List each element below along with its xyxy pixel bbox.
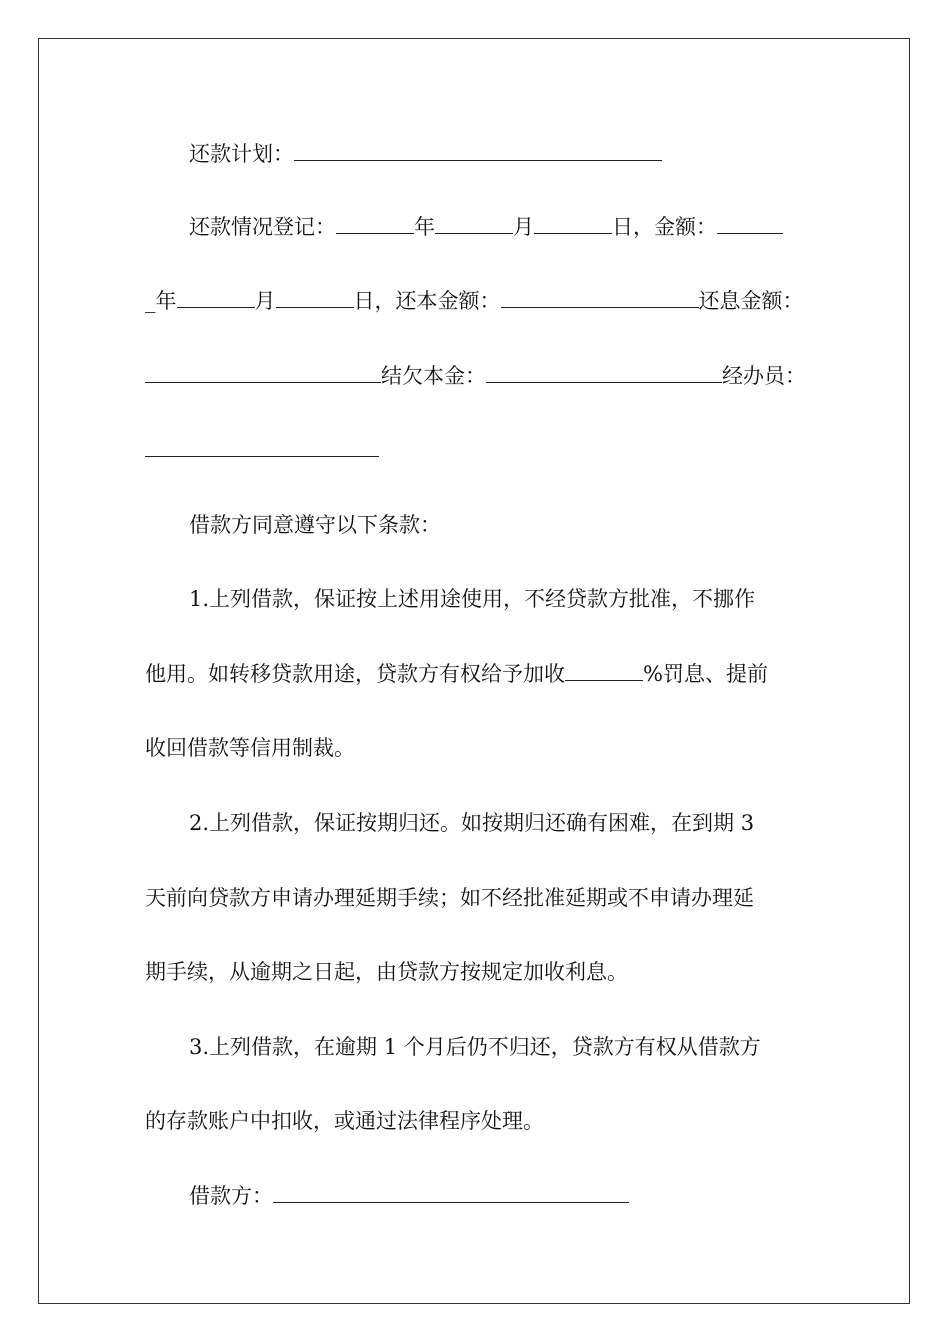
clause-2-line-2: 天前向贷款方申请办理延期手续；如不经批准延期或不申请办理延 — [145, 886, 754, 910]
clause-1-line-2 — [145, 660, 805, 688]
record-day-blank[interactable] — [534, 213, 612, 234]
handler-label: 经办员： — [722, 364, 806, 388]
clause-1-line-2-post: %罚息、提前 — [643, 662, 768, 686]
principal-returned-blank[interactable] — [501, 287, 699, 308]
month-label: 月 — [513, 215, 534, 239]
amount-label: 金额： — [654, 215, 717, 239]
amount-blank[interactable] — [717, 213, 783, 234]
day-blank-2[interactable] — [276, 287, 354, 308]
year-label: 年 — [414, 215, 435, 239]
borrower-blank[interactable] — [273, 1182, 629, 1203]
penalty-rate-blank[interactable] — [565, 660, 643, 681]
day-label-2: 日， — [353, 289, 396, 313]
clause-1-line-2-pre: 他用。如转移贷款用途，贷款方有权给予加收 — [145, 662, 565, 686]
repayment-plan-line — [145, 140, 849, 168]
principal-returned-label: 还本金额： — [395, 289, 501, 313]
outstanding-principal-label: 结欠本金： — [381, 364, 486, 388]
repayment-record-line-2 — [145, 287, 805, 315]
repayment-record-label: 还款情况登记： — [189, 215, 336, 239]
repayment-record-line-3 — [145, 362, 805, 390]
outstanding-principal-blank[interactable] — [486, 362, 722, 383]
interest-returned-label: 还息金额： — [698, 289, 804, 313]
handler-line — [145, 436, 805, 464]
repayment-record-line — [145, 213, 849, 241]
day-label: 日， — [612, 215, 654, 239]
borrower-line — [145, 1182, 849, 1210]
clause-3-line-1: 3.上列借款，在逾期 1 个月后仍不归还，贷款方有权从借款方 — [189, 1035, 761, 1059]
year-prefix: _年 — [145, 289, 177, 313]
clause-1-line-3: 收回借款等信用制裁。 — [145, 736, 355, 760]
record-month-blank[interactable] — [435, 213, 513, 234]
repayment-plan-label: 还款计划： — [189, 142, 294, 166]
month-label-2: 月 — [254, 289, 276, 313]
month-blank-2[interactable] — [177, 287, 255, 308]
handler-blank[interactable] — [145, 436, 379, 457]
repayment-plan-blank[interactable] — [294, 140, 662, 161]
clause-2-line-1: 2.上列借款，保证按期归还。如按期归还确有困难，在到期 3 — [189, 811, 755, 835]
clause-2-line-3: 期手续，从逾期之日起，由贷款方按规定加收利息。 — [145, 960, 628, 984]
terms-intro: 借款方同意遵守以下条款： — [189, 513, 441, 537]
interest-returned-blank[interactable] — [145, 362, 381, 383]
clause-1-line-1: 1.上列借款，保证按上述用途使用，不经贷款方批准，不挪作 — [189, 587, 756, 611]
record-year-blank[interactable] — [336, 213, 414, 234]
borrower-label: 借款方： — [189, 1184, 273, 1208]
clause-3-line-2: 的存款账户中扣收，或通过法律程序处理。 — [145, 1109, 544, 1133]
